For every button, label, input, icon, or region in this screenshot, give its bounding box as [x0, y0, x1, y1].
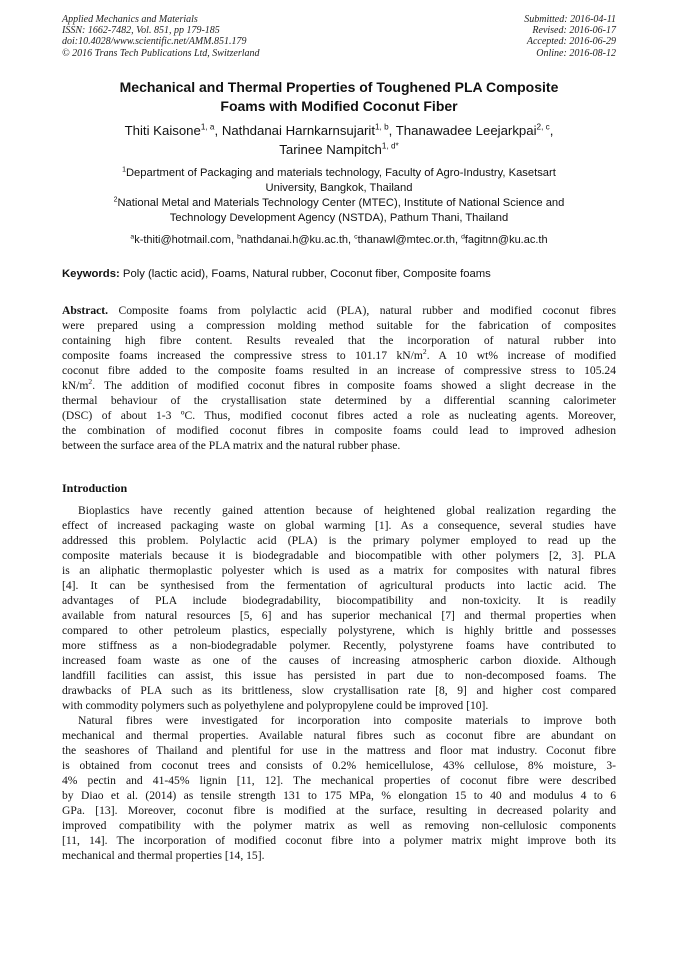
keywords-label: Keywords:: [62, 268, 120, 280]
affiliation-text: University, Bangkok, Thailand: [265, 181, 413, 194]
journal-issn: ISSN: 1662-7482, Vol. 851, pp 179-185: [62, 25, 220, 37]
intro-line: Bioplastics have recently gained attention because of heightened global realization regarding the: [78, 504, 616, 517]
email-address[interactable]: k-thiti@hotmail.com,: [134, 234, 238, 246]
publication-dates: [524, 14, 616, 59]
author-separator: ,: [214, 123, 222, 138]
author-name: Thanawadee Leejarkpai: [395, 123, 537, 138]
author-name: Nathdanai Harnkarnsujarit: [221, 123, 376, 138]
intro-line: is an aliphatic thermoplastic polyester which is used as a matrix for composites with natural fibres: [62, 564, 616, 577]
email-address[interactable]: fagitnn@ku.ac.th: [464, 234, 548, 246]
journal-info: [62, 14, 260, 59]
abstract-line: the combination of modified coconut fibres in composite foams could lead to improved adhesion: [62, 424, 616, 437]
affiliation-text: National Metal and Materials Technology Center (MTEC), Institute of National Science and: [117, 197, 565, 209]
author-name: Thiti Kaisone: [124, 123, 201, 138]
author-name: Tarinee Nampitch: [279, 142, 382, 157]
date-submitted: Submitted: 2016-04-11: [524, 14, 616, 25]
intro-line: increased foam waste as one of the causes of increasing atmospheric carbon dioxide. Although: [62, 654, 616, 667]
abstract-text: kN/m: [62, 379, 89, 392]
intro-line: Natural fibres were investigated for incorporation into composite materials to improve both: [78, 714, 616, 727]
intro-line: [11, 14]. The incorporation of modified coconut fibre into a polymer matrix might improve both its: [62, 834, 616, 847]
superscript: 2: [88, 377, 93, 387]
abstract-line: thermal behaviour of the crystallisation state determined by a differential scanning calorimeter: [62, 394, 616, 407]
intro-line: addressed this problem. Polylactic acid (PLA) is the primary polymer employed to read up the: [62, 534, 616, 547]
title-line: Mechanical and Thermal Properties of Toughened PLA Composite: [119, 79, 559, 95]
introduction-body: [62, 503, 616, 863]
abstract-text: . The addition of modified coconut fibres in composite foams showed a slight decrease in the: [92, 379, 616, 392]
date-accepted: Accepted: 2016-06-29: [526, 36, 616, 48]
date-online: Online: 2016-08-12: [536, 47, 616, 59]
paper-title: [70, 78, 608, 116]
affiliation-mark: 1: [122, 166, 126, 174]
date-revised: Revised: 2016-06-17: [532, 25, 616, 37]
intro-line: with commodity polymers such as polyethylene and polypropylene could be improved [10].: [62, 699, 489, 712]
abstract-line: [62, 303, 616, 318]
abstract: [62, 303, 616, 453]
intro-line: mechanical and thermal properties. Available natural fibres such as coconut fibre are abundant on: [62, 729, 616, 742]
intro-line: landfill facilities can assist, this issue has persisted in part due to non-decomposed foams. The: [62, 669, 616, 682]
title-line: Foams with Modified Coconut Fiber: [220, 98, 458, 114]
author-affiliation-mark: 2, c: [536, 122, 550, 132]
author-affiliation-mark: 1, b: [375, 122, 389, 132]
journal-copyright: © 2016 Trans Tech Publications Ltd, Switzerland: [62, 47, 260, 59]
intro-line: GPa. [13]. Moreover, coconut fibre is modified at the surface, resulting in decreased polarity and: [62, 804, 616, 817]
intro-line: more stiffness as a non-biodegradable polymer. Recently, polystyrene foams have contributed to: [62, 639, 616, 652]
intro-line: available from natural resources [5, 6] and has superior mechanical [7] and thermal properties when: [62, 609, 616, 622]
abstract-line: coconut fibre added to the composite foams resulted in an increase of compressive stress to 105.24: [62, 364, 616, 377]
intro-line: mechanical and thermal properties [14, 15].: [62, 849, 265, 862]
affiliation-1: [62, 166, 616, 195]
journal-doi: doi:10.4028/www.scientific.net/AMM.851.179: [62, 36, 247, 48]
intro-line: composite materials because it is biodegradable and biocompatible with other polymers [2, 3]. PLA: [62, 549, 616, 562]
abstract-line: were prepared using a compression molding method suitable for the fabrication of composites: [62, 319, 616, 332]
email-mark: c: [354, 233, 358, 241]
email-mark: d: [461, 233, 465, 241]
intro-line: compared to other petroleum plastics, especially polystyrene, which is highly brittle and possesses: [62, 624, 616, 637]
author-list: [60, 121, 618, 159]
intro-line: the seashores of Thailand and plentiful for use in the mattress and floor mat industry. Coconut fibre: [62, 744, 616, 757]
author-affiliation-mark: 1, d*: [381, 141, 399, 151]
intro-line: is obtained from coconut trees and consists of 0.2% hemicellulose, 43% cellulose, 8% moisture, 3-: [62, 759, 616, 772]
abstract-line: [62, 378, 616, 393]
author-separator: ,: [388, 123, 396, 138]
abstract-label: Abstract.: [62, 304, 109, 317]
abstract-text: . A 10 wt% increase of modified: [426, 349, 616, 362]
author-separator: ,: [549, 123, 554, 138]
author-emails: [62, 233, 616, 247]
journal-header: [62, 14, 616, 59]
email-address[interactable]: nathdanai.h@ku.ac.th,: [240, 234, 355, 246]
affiliation-2: [62, 196, 616, 225]
abstract-line: containing high fibre content. Results revealed that the incorporation of natural rubber into: [62, 334, 616, 347]
email-mark: b: [237, 233, 241, 241]
abstract-line: [62, 348, 616, 363]
intro-line: effect of increased packaging waste on global warming [1]. As a consequence, several studies have: [62, 519, 616, 532]
abstract-line: between the surface area of the PLA matrix and the natural rubber phase.: [62, 439, 401, 452]
keywords: [62, 267, 616, 281]
author-affiliation-mark: 1, a: [200, 122, 215, 132]
intro-line: 4% pectin and 41-45% lignin [11, 12]. The mechanical properties of coconut fibre were described: [62, 774, 616, 787]
journal-name: Applied Mechanics and Materials: [62, 14, 198, 25]
abstract-text: Composite foams from polylactic acid (PLA), natural rubber and modified coconut fibres: [108, 304, 616, 317]
superscript: 2: [422, 347, 427, 357]
intro-line: advantages of PLA include biodegradability, biocompatibility and non-toxicity. It is readily: [62, 594, 616, 607]
intro-line: improved compatibility with the polymer matrix as well as removing non-cellulosic components: [62, 819, 616, 832]
intro-line: [4]. It can be synthesised from the fermentation of agricultural products into lactic acid. The: [62, 579, 616, 592]
abstract-text: composite foams increased the compressive stress to 101.17 kN/m: [62, 349, 423, 362]
email-address[interactable]: thanawl@mtec.or.th,: [357, 234, 462, 246]
affiliation-text: Department of Packaging and materials technology, Faculty of Agro-Industry, Kasetsart: [125, 167, 556, 179]
affiliation-mark: 2: [113, 196, 118, 204]
abstract-line: (DSC) of about 1-3 ºC. Thus, modified coconut fibres acted a role as nucleating agents. Moreover,: [62, 409, 616, 422]
section-heading-introduction: Introduction: [62, 481, 128, 495]
intro-line: drawbacks of PLA such as its brittleness, slow crystallisation rate [8, 9] and higher cost compared: [62, 684, 616, 697]
email-mark: a: [130, 233, 135, 241]
affiliation-text: Technology Development Agency (NSTDA), Pathum Thani, Thailand: [169, 211, 509, 224]
intro-line: by Diao et al. (2014) as tensile strength 131 to 175 MPa, % elongation 15 to 40 and modulus 4 to 6: [62, 789, 616, 802]
keywords-text: Poly (lactic acid), Foams, Natural rubber, Coconut fiber, Composite foams: [119, 268, 491, 280]
